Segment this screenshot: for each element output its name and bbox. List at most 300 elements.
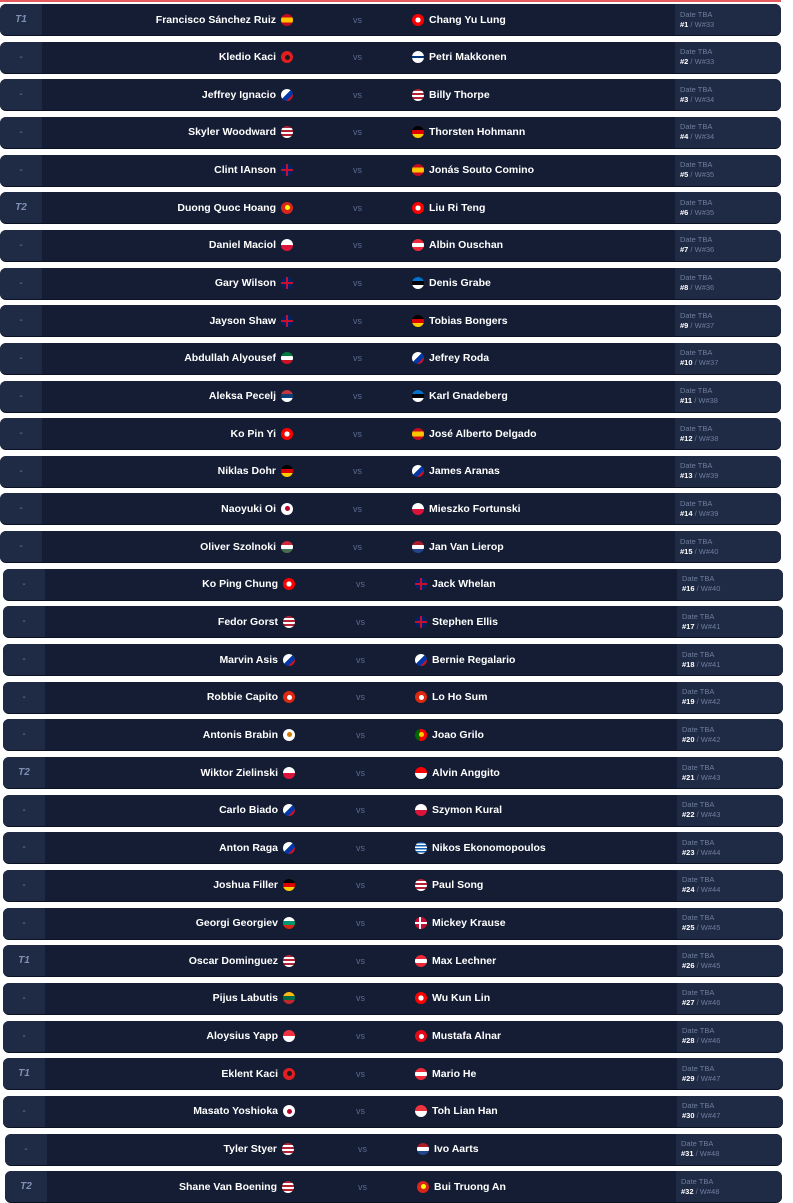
home-player-name: Oliver Szolnoki (200, 540, 276, 553)
match-players (45, 757, 677, 788)
match-week: W#39 (698, 471, 719, 481)
spain-flag-icon (412, 164, 424, 176)
match-players (47, 1171, 676, 1202)
match-id: #32 (681, 1186, 694, 1196)
vs-label: vs (356, 918, 365, 929)
match-id: #29 (682, 1073, 695, 1083)
match-week: W#47 (700, 1111, 721, 1121)
usa-flag-icon (283, 955, 295, 967)
match-number: #19 / W#42 (682, 697, 721, 707)
match-id: #23 (682, 847, 695, 857)
match-row[interactable] (3, 1021, 783, 1053)
match-number: #8 / W#36 (680, 283, 715, 293)
poland-flag-icon (281, 239, 293, 251)
match-row[interactable] (0, 268, 781, 300)
away-player[interactable] (415, 719, 484, 750)
away-player[interactable] (412, 493, 521, 524)
hong-kong-flag-icon (283, 691, 295, 703)
match-number: #15 / W#40 (680, 546, 719, 556)
home-player[interactable] (218, 456, 293, 487)
match-players (45, 719, 677, 750)
away-player[interactable] (415, 945, 496, 976)
match-info (677, 1058, 783, 1089)
match-row[interactable] (3, 569, 783, 601)
tier-tag: - (3, 606, 45, 637)
match-players (42, 456, 675, 487)
match-info (677, 908, 783, 939)
match-number: #9 / W#37 (680, 320, 715, 330)
vs-label: vs (356, 767, 365, 778)
match-info (675, 268, 781, 299)
match-info (677, 569, 783, 600)
match-id: #9 (680, 320, 689, 330)
tier-tag: - (3, 682, 45, 713)
poland-flag-icon (283, 767, 295, 779)
match-row[interactable] (0, 79, 781, 111)
finland-flag-icon (412, 51, 424, 63)
match-row[interactable] (3, 908, 783, 940)
home-player[interactable] (221, 1058, 295, 1089)
match-number: #25 / W#45 (682, 923, 721, 933)
tier-tag: - (0, 456, 42, 487)
tier-tag: - (0, 531, 42, 562)
home-player[interactable] (200, 531, 293, 562)
match-date: Date TBA (682, 611, 715, 621)
match-info (675, 192, 781, 223)
tier-tag: - (0, 381, 42, 412)
match-players (42, 381, 675, 412)
away-player[interactable] (412, 192, 485, 223)
match-row[interactable] (0, 4, 781, 36)
match-row[interactable] (3, 983, 783, 1015)
vs-label: vs (356, 729, 365, 740)
home-player[interactable] (213, 870, 295, 901)
away-player-name: Joao Grilo (432, 728, 484, 741)
top-accent-line (0, 0, 781, 2)
poland-flag-icon (415, 804, 427, 816)
match-row[interactable] (0, 456, 781, 488)
away-player[interactable] (412, 230, 503, 261)
home-player-name: Abdullah Alyousef (184, 352, 276, 365)
away-player-name: Mario He (432, 1067, 477, 1080)
tier-tag: T2 (5, 1171, 47, 1202)
tier-tag: - (3, 832, 45, 863)
home-player[interactable] (219, 644, 295, 675)
away-player-name: Denis Grabe (429, 277, 491, 290)
match-row[interactable] (0, 418, 781, 450)
match-players (45, 945, 677, 976)
home-player[interactable] (203, 719, 295, 750)
home-player[interactable] (209, 381, 293, 412)
match-date: Date TBA (680, 423, 713, 433)
match-row[interactable] (3, 606, 783, 638)
match-id: #3 (680, 94, 689, 104)
match-week: W#38 (698, 433, 719, 443)
match-row[interactable] (3, 757, 783, 789)
away-player[interactable] (417, 1134, 479, 1165)
match-info (676, 1134, 782, 1165)
match-date: Date TBA (680, 235, 713, 245)
match-row[interactable] (0, 155, 781, 187)
greece-flag-icon (415, 842, 427, 854)
tier-tag: - (0, 230, 42, 261)
home-player-name: Marvin Asis (219, 653, 278, 666)
vs-label: vs (353, 52, 362, 63)
home-player[interactable] (156, 4, 293, 35)
away-player[interactable] (412, 155, 534, 186)
home-player-name: Shane Van Boening (178, 1180, 277, 1193)
germany-flag-icon (412, 126, 424, 138)
tier-tag: - (0, 493, 42, 524)
match-players (42, 230, 675, 261)
away-player[interactable] (415, 569, 496, 600)
match-number: #7 / W#36 (680, 245, 715, 255)
home-player[interactable] (202, 79, 293, 110)
away-player[interactable] (412, 456, 500, 487)
vs-label: vs (353, 391, 362, 401)
away-player[interactable] (412, 531, 504, 562)
away-player-name: Albin Ouschan (429, 239, 504, 252)
match-row[interactable] (3, 870, 783, 902)
match-info (677, 832, 783, 863)
away-player[interactable] (412, 305, 508, 336)
home-player-name: Robbie Capito (206, 691, 278, 704)
match-players (45, 795, 677, 826)
taiwan-flag-icon (412, 202, 424, 214)
home-player-name: Jeffrey Ignacio (201, 88, 276, 101)
home-player[interactable] (179, 1171, 294, 1202)
home-player[interactable] (214, 155, 293, 186)
vs-label: vs (353, 503, 362, 514)
match-number: #11 / W#38 (680, 396, 718, 405)
away-player[interactable] (412, 418, 537, 449)
home-player-name: Jayson Shaw (209, 314, 276, 327)
match-players (42, 531, 675, 562)
match-week: W#39 (698, 508, 719, 518)
tier-tag: - (3, 983, 45, 1014)
match-row[interactable] (3, 795, 783, 827)
match-info (675, 305, 781, 336)
away-player-name: Ivo Aarts (434, 1143, 479, 1155)
vs-label: vs (353, 14, 362, 25)
home-player[interactable] (219, 795, 295, 826)
match-row[interactable] (5, 1171, 782, 1203)
tier-tag: - (0, 268, 42, 299)
away-player-name: Jonás Souto Comino (429, 164, 534, 177)
match-number: #17 / W#41 (682, 621, 721, 631)
away-player-name: Wu Kun Lin (432, 992, 491, 1005)
away-player[interactable] (415, 983, 490, 1014)
vs-label: vs (356, 616, 365, 627)
tier-tag: - (0, 418, 42, 449)
tier-tag: T2 (0, 192, 42, 223)
home-player[interactable] (200, 757, 295, 788)
albania-flag-icon (281, 51, 293, 63)
match-players (45, 870, 677, 901)
match-number: #10 / W#37 (680, 358, 719, 368)
match-date: Date TBA (680, 122, 713, 132)
away-player[interactable] (412, 343, 489, 374)
away-player[interactable] (412, 42, 507, 73)
match-players (42, 117, 675, 148)
home-player-name: Eklent Kaci (221, 1067, 278, 1080)
match-row[interactable] (3, 945, 783, 977)
match-week: W#45 (700, 923, 721, 933)
match-week: W#44 (700, 885, 721, 895)
home-player-name: Aloysius Yapp (206, 1030, 278, 1042)
match-row[interactable] (0, 117, 781, 149)
home-player[interactable] (219, 832, 295, 863)
home-player[interactable] (207, 682, 295, 713)
home-player[interactable] (177, 192, 293, 223)
away-player-name: Alvin Anggito (432, 766, 500, 779)
away-player-name: Karl Gnadeberg (429, 390, 508, 402)
vs-label: vs (353, 353, 362, 364)
match-info (675, 117, 781, 148)
tier-tag: - (0, 79, 42, 110)
match-week: W#35 (694, 170, 715, 180)
match-info (675, 418, 781, 449)
away-player-name: Liu Ri Teng (429, 201, 486, 214)
match-date: Date TBA (682, 875, 715, 885)
match-id: #26 (682, 960, 695, 970)
match-row[interactable] (0, 343, 781, 375)
vs-label: vs (358, 1181, 367, 1192)
home-player[interactable] (213, 983, 295, 1014)
match-date: Date TBA (682, 1101, 715, 1111)
match-date: Date TBA (680, 498, 713, 508)
away-player[interactable] (412, 79, 490, 110)
match-date: Date TBA (682, 724, 715, 734)
match-row[interactable] (0, 531, 781, 563)
home-player[interactable] (209, 305, 293, 336)
home-player-name: Ko Ping Chung (202, 578, 278, 591)
denmark-flag-icon (415, 917, 427, 929)
albania-flag-icon (283, 1068, 295, 1080)
match-number: #13 / W#39 (680, 471, 719, 481)
home-player[interactable] (196, 908, 295, 939)
vs-label: vs (356, 880, 365, 891)
match-row[interactable] (0, 305, 781, 337)
match-number: #24 / W#44 (682, 885, 721, 895)
match-number: #20 / W#42 (682, 734, 721, 744)
match-id: #20 (682, 734, 695, 744)
match-row[interactable] (3, 719, 783, 751)
away-player[interactable] (415, 1096, 498, 1127)
match-id: #17 (682, 621, 695, 631)
away-player-name: Jan Van Lierop (429, 540, 504, 553)
tier-tag: - (3, 719, 45, 750)
match-number: #14 / W#39 (680, 508, 719, 518)
match-row[interactable] (3, 682, 783, 714)
away-player-name: Chang Yu Lung (429, 13, 506, 26)
away-player[interactable] (412, 268, 491, 299)
match-id: #5 (680, 170, 689, 180)
match-week: W#42 (700, 697, 721, 707)
match-row[interactable] (0, 381, 781, 413)
match-row[interactable] (3, 832, 783, 864)
away-player[interactable] (415, 644, 515, 675)
match-number: #21 / W#43 (682, 772, 721, 782)
home-player-name: Georgi Georgiev (195, 917, 278, 930)
vietnam-flag-icon (281, 202, 293, 214)
home-player[interactable] (202, 569, 295, 600)
home-player[interactable] (221, 493, 293, 524)
kuwait-flag-icon (281, 352, 293, 364)
away-player-name: James Aranas (429, 465, 500, 478)
match-row[interactable] (0, 493, 781, 525)
away-player-name: Jack Whelan (432, 578, 496, 591)
match-week: W#44 (700, 847, 721, 857)
home-player-name: Kledio Kaci (218, 51, 276, 64)
home-player[interactable] (215, 268, 293, 299)
singapore-flag-icon (415, 1105, 427, 1117)
away-player[interactable] (412, 4, 506, 35)
match-row[interactable] (0, 230, 781, 262)
home-player-name: Francisco Sánchez Ruiz (155, 13, 276, 26)
uk-flag-icon (415, 616, 427, 628)
match-players (45, 1096, 677, 1127)
away-player[interactable] (415, 795, 502, 826)
match-id: #10 (680, 358, 693, 368)
away-player[interactable] (415, 870, 483, 901)
match-row[interactable] (0, 42, 781, 74)
away-player[interactable] (415, 682, 487, 713)
tier-tag: - (5, 1134, 47, 1165)
vs-label: vs (356, 654, 365, 665)
match-number: #16 / W#40 (682, 584, 721, 594)
home-player[interactable] (206, 1021, 295, 1052)
home-player-name: Clint IAnson (214, 164, 276, 177)
match-week: W#43 (700, 810, 721, 820)
match-info (675, 381, 781, 412)
home-player[interactable] (219, 42, 293, 73)
tier-tag: T1 (3, 945, 45, 976)
match-week: W#45 (700, 960, 721, 970)
match-week: W#36 (694, 245, 715, 255)
away-player[interactable] (415, 908, 506, 939)
match-id: #30 (682, 1111, 695, 1121)
taiwan-flag-icon (415, 992, 427, 1004)
match-id: #11 (680, 396, 693, 405)
philippines-flag-icon (283, 654, 295, 666)
away-player[interactable] (415, 832, 546, 863)
away-player[interactable] (415, 1058, 476, 1089)
match-number: #28 / W#46 (682, 1036, 721, 1045)
tier-tag: - (0, 117, 42, 148)
match-date: Date TBA (682, 950, 715, 960)
home-player[interactable] (188, 117, 293, 148)
vs-label: vs (356, 1068, 365, 1079)
match-week: W#43 (700, 772, 721, 782)
vietnam-flag-icon (417, 1181, 429, 1193)
home-player-name: Gary Wilson (214, 277, 276, 290)
match-info (675, 4, 781, 35)
match-players (42, 418, 675, 449)
match-row[interactable] (3, 644, 783, 676)
estonia-flag-icon (412, 390, 424, 402)
home-player-name: Masato Yoshioka (193, 1105, 278, 1118)
match-players (42, 305, 675, 336)
tier-tag: - (3, 1096, 45, 1127)
estonia-flag-icon (412, 277, 424, 289)
vs-label: vs (356, 579, 365, 590)
match-date: Date TBA (680, 197, 713, 207)
philippines-flag-icon (283, 842, 295, 854)
match-number: #6 / W#35 (680, 207, 715, 217)
away-player-name: Bernie Regalario (432, 653, 516, 666)
match-id: #15 (680, 546, 693, 556)
match-week: W#36 (694, 283, 715, 293)
vs-label: vs (353, 240, 362, 251)
match-row[interactable] (3, 1058, 783, 1090)
match-id: #13 (680, 471, 693, 481)
match-info (677, 606, 783, 637)
home-player[interactable] (193, 1096, 295, 1127)
away-player[interactable] (417, 1171, 506, 1202)
vs-label: vs (356, 993, 365, 1004)
germany-flag-icon (412, 315, 424, 327)
home-player-name: Skyler Woodward (188, 126, 276, 139)
away-player-name: Nikos Ekonomopoulos (432, 841, 546, 854)
match-number: #2 / W#33 (680, 57, 715, 67)
home-player[interactable] (230, 418, 293, 449)
match-date: Date TBA (680, 461, 713, 471)
match-players (45, 832, 677, 863)
match-row[interactable] (3, 1096, 783, 1128)
away-player-name: Lo Ho Sum (432, 691, 488, 704)
match-players (42, 155, 675, 186)
match-id: #21 (682, 772, 695, 782)
match-id: #27 (682, 998, 695, 1008)
tier-tag: - (3, 1021, 45, 1052)
usa-flag-icon (412, 89, 424, 101)
home-player[interactable] (189, 945, 295, 976)
match-number: #22 / W#43 (682, 810, 721, 820)
match-row[interactable] (5, 1134, 782, 1166)
home-player[interactable] (184, 343, 293, 374)
match-date: Date TBA (682, 913, 715, 923)
spain-flag-icon (281, 14, 293, 26)
match-date: Date TBA (682, 574, 715, 584)
match-week: W#40 (700, 584, 721, 594)
match-number: #30 / W#47 (682, 1111, 721, 1121)
home-player[interactable] (224, 1134, 295, 1165)
home-player-name: Daniel Maciol (208, 239, 276, 252)
vs-label: vs (353, 127, 362, 138)
singapore-flag-icon (283, 1030, 295, 1042)
home-player-name: Carlo Biado (219, 804, 278, 817)
home-player[interactable] (209, 230, 293, 261)
vs-label: vs (356, 1106, 365, 1117)
match-week: W#34 (694, 94, 715, 104)
match-number: #27 / W#46 (682, 998, 721, 1008)
away-player[interactable] (412, 117, 525, 148)
away-player[interactable] (412, 381, 508, 412)
uk-flag-icon (281, 277, 293, 289)
home-player[interactable] (218, 606, 295, 637)
away-player[interactable] (415, 757, 500, 788)
away-player[interactable] (415, 606, 498, 637)
germany-flag-icon (281, 465, 293, 477)
match-id: #14 (680, 508, 693, 518)
match-row[interactable] (0, 192, 781, 224)
match-players (45, 606, 677, 637)
tier-tag: - (3, 870, 45, 901)
vs-label: vs (353, 89, 362, 100)
away-player[interactable] (415, 1021, 501, 1052)
vs-label: vs (356, 955, 365, 966)
